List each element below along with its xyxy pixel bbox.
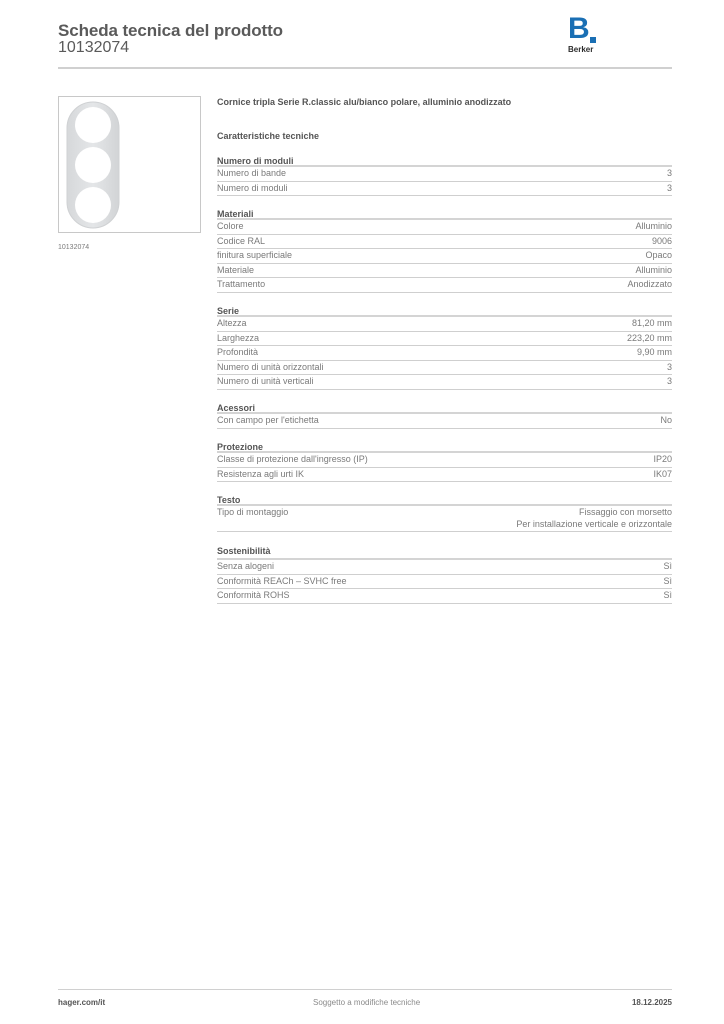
spec-label: Con campo per l'etichetta	[217, 415, 319, 425]
spec-label: Larghezza	[217, 332, 260, 343]
spec-row	[217, 235, 672, 250]
spec-value: Opaco	[645, 250, 672, 261]
triple-frame-icon	[64, 100, 122, 230]
section-sostenibilita	[217, 545, 672, 604]
spec-value: 9,90 mm	[636, 347, 672, 358]
section-testo	[217, 494, 672, 532]
section-acessori	[217, 402, 672, 429]
spec-value: 3	[666, 182, 672, 193]
spec-label: Numero di bande	[217, 168, 287, 178]
spec-row	[217, 317, 672, 332]
spec-row	[217, 361, 672, 376]
spec-label: Classe di protezione dall'ingresso (IP)	[217, 454, 368, 464]
spec-row	[217, 182, 672, 197]
spec-value: Sì	[663, 561, 672, 571]
footer-website-link[interactable]: hager.com/it	[58, 998, 106, 1007]
logo-dot-icon	[590, 37, 596, 43]
footer-divider	[58, 989, 672, 990]
spec-value: 3	[666, 361, 672, 372]
section-materiali	[217, 208, 672, 293]
spec-label: Resistenza agli urti IK	[217, 468, 305, 479]
header-divider	[58, 67, 672, 69]
spec-row	[217, 506, 672, 532]
spec-value: Alluminio	[635, 221, 672, 231]
product-name: Cornice tripla Serie R.classic alu/bianco polare, alluminio anodizzato	[217, 97, 512, 107]
spec-row	[217, 346, 672, 361]
section-title: Testo	[217, 494, 672, 506]
spec-label: Conformità REACh – SVHC free	[217, 575, 347, 586]
spec-row	[217, 560, 672, 575]
spec-row	[217, 589, 672, 604]
spec-value: Sì	[663, 590, 672, 601]
berker-logo	[566, 12, 606, 56]
spec-label: Conformità ROHS	[217, 590, 290, 601]
spec-label: Profondità	[217, 347, 259, 358]
spec-label: Codice RAL	[217, 235, 266, 246]
spec-value: IK07	[653, 468, 672, 479]
section-title: Numero di moduli	[217, 155, 672, 167]
spec-row	[217, 453, 672, 468]
section-title: Protezione	[217, 441, 672, 453]
spec-label: Numero di unità verticali	[217, 376, 314, 387]
spec-row	[217, 575, 672, 590]
spec-value: No	[660, 415, 672, 425]
spec-label: Numero di moduli	[217, 182, 288, 193]
spec-value: 223,20 mm	[626, 332, 672, 343]
spec-value-line-2: Per installazione verticale e orizzontale	[516, 518, 672, 529]
spec-value: 81,20 mm	[631, 318, 672, 328]
section-title: Materiali	[217, 208, 672, 220]
page-title: Scheda tecnica del prodotto	[58, 21, 283, 40]
spec-value: Anodizzato	[627, 279, 672, 290]
spec-label: Colore	[217, 221, 244, 231]
footer-date: 18.12.2025	[631, 998, 672, 1007]
spec-row	[217, 414, 672, 429]
spec-value: Sì	[663, 575, 672, 586]
spec-label: finitura superficiale	[217, 250, 293, 261]
section-protezione	[217, 441, 672, 482]
section-title: Sostenibilità	[217, 545, 672, 560]
spec-row	[217, 375, 672, 390]
spec-value: Alluminio	[635, 264, 672, 275]
section-title: Serie	[217, 305, 672, 317]
spec-value: 3	[666, 376, 672, 387]
spec-row	[217, 278, 672, 293]
footer-disclaimer: Soggetto a modifiche tecniche	[313, 998, 421, 1007]
spec-row	[217, 468, 672, 483]
section-numero-di-moduli	[217, 155, 672, 196]
spec-row	[217, 167, 672, 182]
spec-value	[516, 507, 672, 530]
spec-label: Senza alogeni	[217, 561, 275, 571]
spec-label: Materiale	[217, 264, 255, 275]
image-caption: 10132074	[58, 244, 90, 251]
spec-label: Trattamento	[217, 279, 266, 290]
spec-label: Tipo di montaggio	[217, 507, 289, 517]
product-image	[58, 96, 201, 233]
spec-value: IP20	[653, 454, 672, 464]
spec-value: 9006	[651, 235, 672, 246]
section-title: Acessori	[217, 402, 672, 414]
logo-mark: B	[568, 12, 590, 45]
spec-row	[217, 332, 672, 347]
spec-value: 3	[666, 168, 672, 178]
spec-value-line-1: Fissaggio con morsetto	[578, 507, 672, 517]
logo-text: Berker	[568, 45, 594, 54]
spec-row	[217, 264, 672, 279]
spec-row	[217, 220, 672, 235]
spec-row	[217, 249, 672, 264]
product-code: 10132074	[58, 39, 130, 56]
spec-label: Numero di unità orizzontali	[217, 361, 324, 372]
spec-label: Altezza	[217, 318, 247, 328]
section-serie	[217, 305, 672, 390]
tech-specs-heading: Caratteristiche tecniche	[217, 131, 320, 141]
